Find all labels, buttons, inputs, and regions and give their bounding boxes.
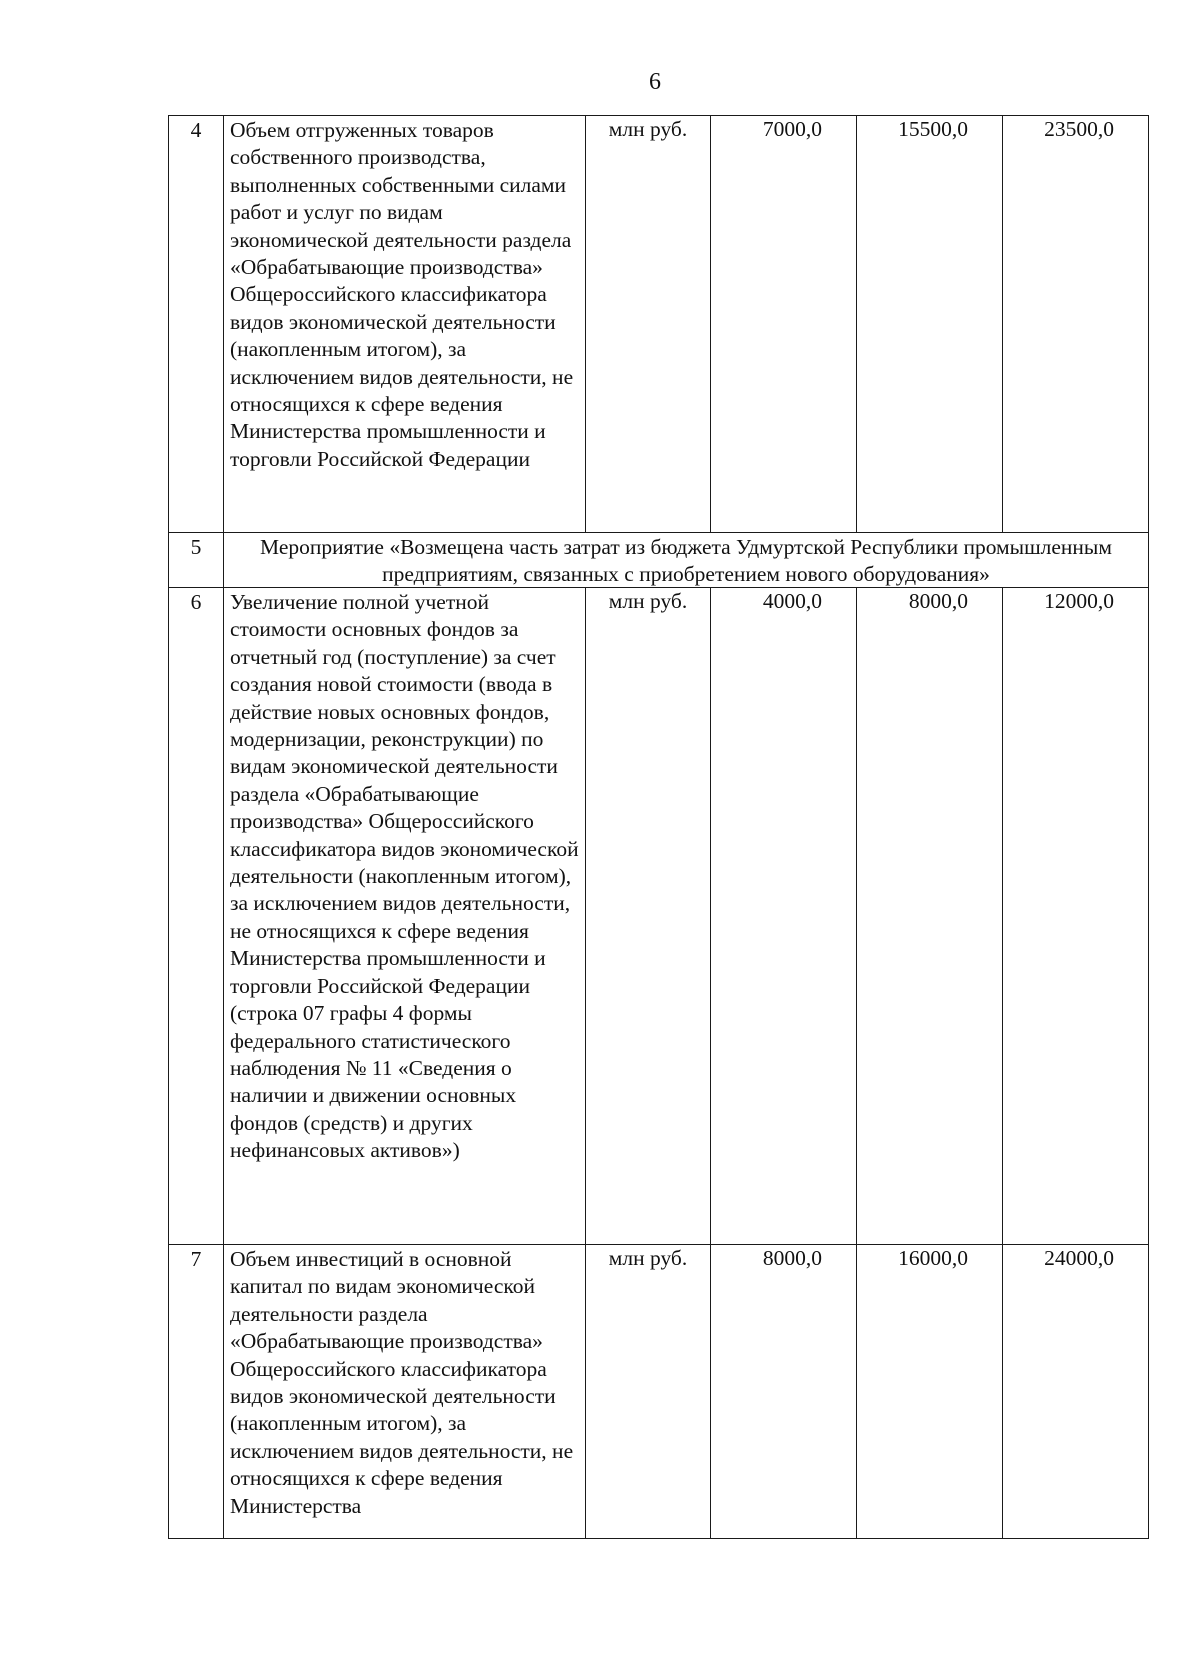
table-row [169,1245,1149,1539]
row-number: 6 [169,588,224,1245]
row-number: 5 [169,533,224,588]
value-year-3: 12000,0 [1003,588,1149,1245]
indicator-name: Увеличение полной учетной стоимости основных фондов за отчетный год (поступление) за счет создания новой стоимости (ввода в действие новых основных фондов, модернизации, реконструкции) по видам экономической деятельности раздела «Обрабатывающие производства» Общероссийского классификатора видов экономической деятельности (накопленным итогом), за исключением видов деятельности, не относящихся к сфере ведения Министерства промышленности и торговли Российской Федерации (строка 07 графы 4 формы федерального статистического наблюдения № 11 «Сведения о наличии и движении основных фондов (средств) и других нефинансовых активов») [224,588,586,1245]
page-number: 6 [649,69,661,95]
unit-cell: млн руб. [586,116,711,533]
value-year-3: 24000,0 [1003,1245,1149,1539]
value-year-1: 4000,0 [711,588,857,1245]
event-title: Мероприятие «Возмещена часть затрат из бюджета Удмуртской Республики промышленным предприятиям, связанных с приобретением нового оборудования» [224,533,1149,588]
unit-cell: млн руб. [586,588,711,1245]
indicator-name: Объем инвестиций в основной капитал по видам экономической деятельности раздела «Обрабатывающие производства» Общероссийского классификатора видов экономической деятельности (накопленным итогом), за исключением видов деятельности, не относящихся к сфере ведения Министерства [224,1245,586,1539]
value-year-2: 15500,0 [857,116,1003,533]
value-year-2: 8000,0 [857,588,1003,1245]
table-row [169,116,1149,533]
table-row [169,588,1149,1245]
row-number: 7 [169,1245,224,1539]
unit-cell: млн руб. [586,1245,711,1539]
value-year-1: 7000,0 [711,116,857,533]
indicator-name: Объем отгруженных товаров собственного производства, выполненных собственными силами работ и услуг по видам экономической деятельности раздела «Обрабатывающие производства» Общероссийского классификатора видов экономической деятельности (накопленным итогом), за исключением видов деятельности, не относящихся к сфере ведения Министерства промышленности и торговли Российской Федерации [224,116,586,533]
value-year-3: 23500,0 [1003,116,1149,533]
value-year-1: 8000,0 [711,1245,857,1539]
row-number: 4 [169,116,224,533]
value-year-2: 16000,0 [857,1245,1003,1539]
table-row-event [169,533,1149,588]
indicators-table [168,115,1149,1539]
